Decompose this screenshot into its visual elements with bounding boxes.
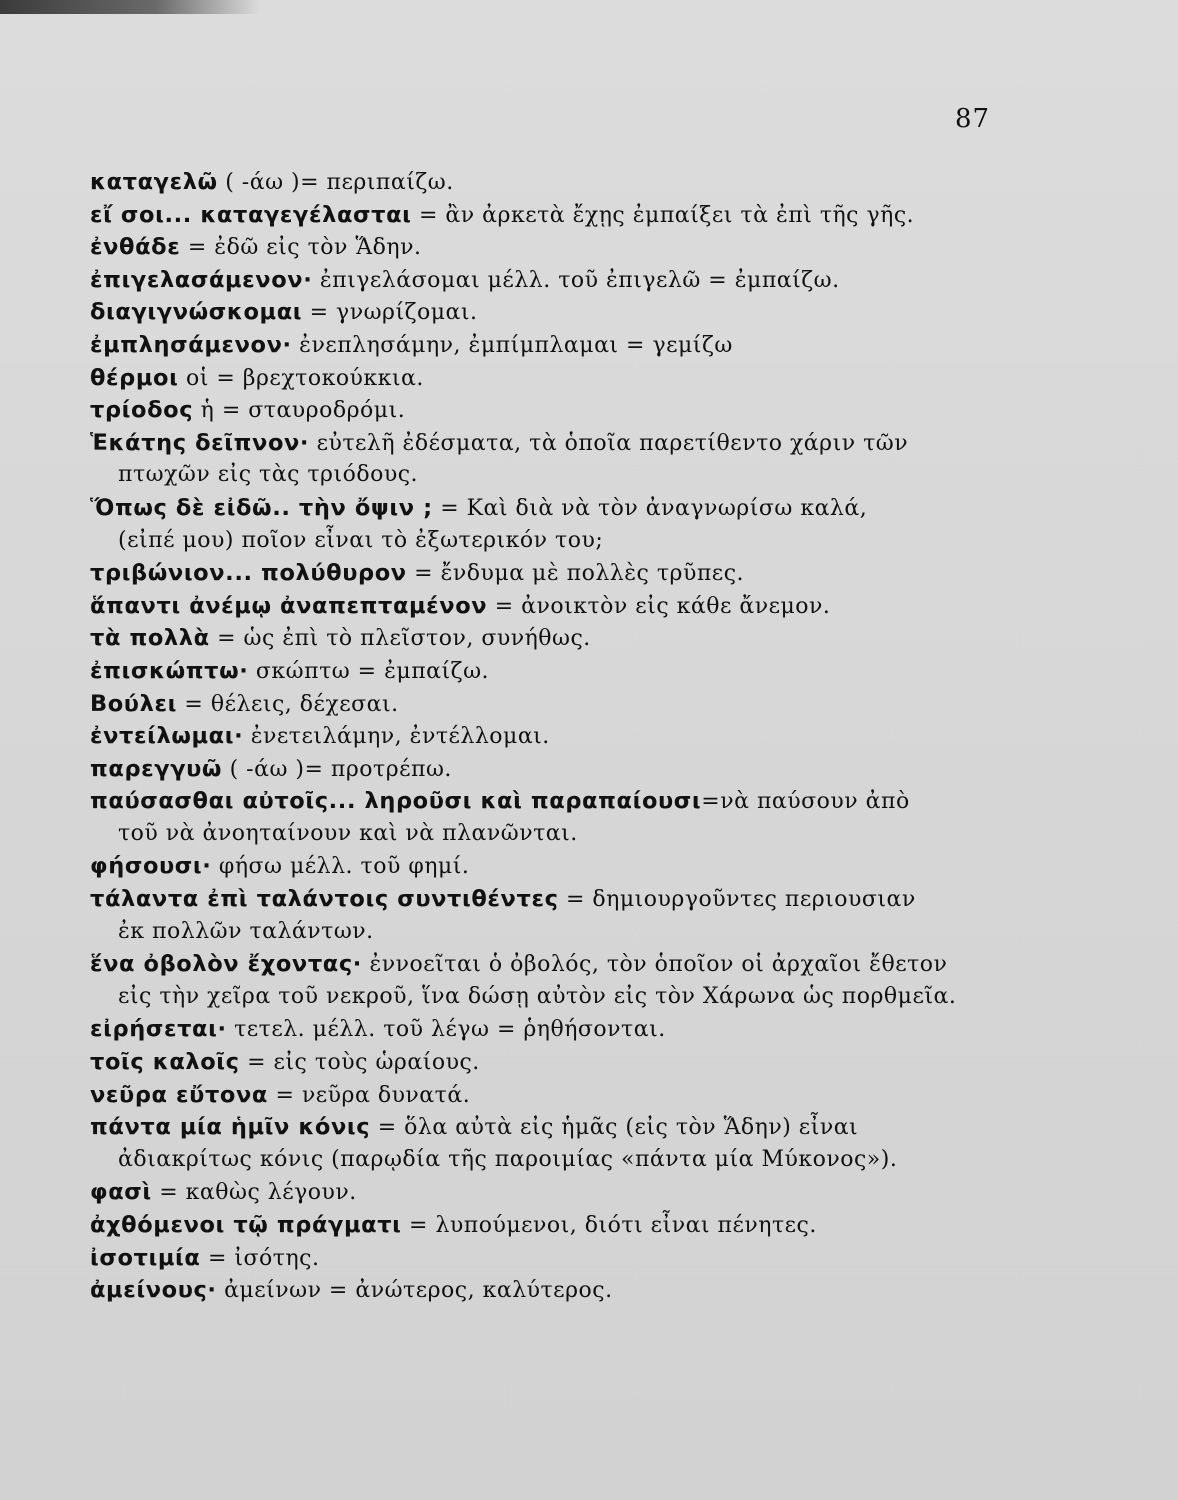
entry-line [90,264,1030,297]
entry-lemma: τάλαντα ἐπὶ ταλάντοις συντιθέντες [90,886,559,913]
entry-lemma: ἐνθάδε [90,234,181,261]
entry-lemma: ἐντείλωμαι· [90,723,244,750]
entry-lemma: νεῦρα εὔτονα [90,1081,268,1108]
entry-lemma: ἰσοτιμία [90,1244,201,1271]
entry-line [90,1079,1030,1112]
entry-line [90,296,1030,329]
entry-gloss: οἱ = βρεχτοκούκκια. [178,365,424,391]
entry-gloss: = εἰς τοὺς ὡραίους. [239,1050,480,1076]
entry-lemma: καταγελῶ [90,169,218,195]
entry-line [90,655,1030,688]
entry-line [90,883,1030,916]
entry-line [90,329,1030,362]
entry-lemma: τρίοδος [90,397,194,424]
glossary-entry [90,362,1030,395]
entry-lemma: ἐπισκώπτω· [90,657,249,684]
entry-lemma: ἐπιγελασάμενον· [90,266,313,293]
entry-gloss: ἐννοεῖται ὁ ὀβολός, τὸν ὁποῖον οἱ ἀρχαῖοι ἔθετον [361,952,948,978]
entry-line [90,1111,1030,1144]
entry-gloss: = θέλεις, δέχεσαι. [176,691,399,717]
entry-line [90,1242,1030,1275]
entry-gloss: ἀδιακρίτως κόνις (παρῳδία τῆς παροιμίας «πάντα μία Μύκονος»). [118,1146,898,1172]
glossary-entry [90,264,1030,297]
entry-gloss: = ὡς ἐπὶ τὸ πλεῖστον, συνήθως. [209,626,591,652]
entry-lemma: εἰρήσεται· [90,1016,227,1043]
entry-gloss: = ἔνδυμα μὲ πολλὲς τρῦπες. [406,561,745,587]
glossary-entry [90,1176,1030,1209]
entry-gloss: ἐνεπλησάμην, ἐμπίμπλαμαι = γεμίζω [291,332,733,358]
entry-gloss: = Καὶ διὰ νὰ τὸν ἀναγνωρίσω καλά, [432,495,868,521]
glossary-entry [90,296,1030,329]
entry-line [90,427,1030,460]
entry-lemma: τὰ πολλὰ [90,625,210,652]
glossary-entry [90,1209,1030,1242]
entry-gloss: φήσω μέλλ. τοῦ φημί. [211,854,470,880]
glossary-entry [90,1046,1030,1079]
scan-edge-shadow [0,0,260,14]
entry-line [90,1013,1030,1046]
entry-gloss: = δημιουργοῦντες περιουσιαν [558,887,916,913]
page-number: 87 [955,104,991,134]
glossary-entry [90,557,1030,590]
entry-lemma: εἴ σοι... καταγεγέλασται [90,201,412,228]
glossary-entry [90,590,1030,623]
glossary-entry [90,1274,1030,1307]
entry-continuation-line [90,916,1030,949]
entry-gloss: τετελ. μέλλ. τοῦ λέγω = ῥηθήσονται. [226,1017,666,1043]
entry-line [90,1274,1030,1307]
entry-lemma: Ἑκάτης δεῖπνον· [90,429,310,456]
entry-line [90,688,1030,721]
entry-lemma: ἅπαντι ἀνέμῳ ἀναπεπταμένον [90,592,488,619]
entry-line [90,557,1030,590]
entry-gloss: (εἰπέ μου) ποῖον εἶναι τὸ ἐξωτερικόν του; [118,527,604,553]
entry-gloss: ( -άω )= περιπαίζω. [217,170,454,195]
entry-line [90,199,1030,232]
entry-lemma: ἐμπλησάμενον· [90,331,292,358]
entry-gloss: σκώπτω = ἐμπαίζω. [248,658,490,684]
entry-lemma: παρεγγυῶ [90,755,223,782]
entry-lemma: φήσουσι· [90,853,212,880]
entry-line [90,394,1030,427]
glossary-entry [90,883,1030,948]
glossary-entry [90,785,1030,850]
entry-gloss: ἐνετειλάμην, ἐντέλλομαι. [243,724,550,750]
glossary-entries [90,166,1030,1307]
entry-gloss: τοῦ νὰ ἀνοηταίνουν καὶ νὰ πλανῶνται. [118,820,578,846]
glossary-entry [90,329,1030,362]
entry-line [90,362,1030,395]
entry-gloss: ἡ = σταυροδρόμι. [193,398,406,424]
entry-lemma: ἕνα ὀβολὸν ἔχοντας· [90,951,362,978]
glossary-entry [90,1111,1030,1176]
entry-gloss: = γνωρίζομαι. [302,300,478,326]
entry-continuation-line [90,818,1030,851]
entry-gloss: ἀμείνων = ἀνώτερος, καλύτερος. [216,1278,613,1304]
glossary-entry [90,1242,1030,1275]
entry-lemma: θέρμοι [90,364,179,391]
glossary-entry [90,655,1030,688]
entry-line [90,1209,1030,1242]
glossary-entry [90,427,1030,492]
entry-gloss: = ἰσότης. [200,1245,320,1271]
entry-continuation-line [90,525,1030,558]
entry-line [90,720,1030,753]
entry-lemma: τοῖς καλοῖς [90,1049,240,1076]
glossary-entry [90,720,1030,753]
entry-line [90,753,1030,786]
entry-gloss: ἐκ πολλῶν ταλάντων. [118,918,374,944]
entry-lemma: ἀμείνους· [90,1277,217,1304]
glossary-entry [90,166,1030,199]
entry-gloss: = ἐδῶ εἰς τὸν Ἅδην. [180,235,422,261]
glossary-entry [90,850,1030,883]
glossary-entry [90,948,1030,1013]
entry-gloss: = λυπούμενοι, διότι εἶναι πένητες. [401,1213,817,1238]
entry-line [90,850,1030,883]
glossary-entry [90,688,1030,721]
entry-continuation-line [90,1144,1030,1177]
entry-line [90,166,1030,199]
glossary-entry [90,231,1030,264]
entry-line [90,622,1030,655]
entry-lemma: ἀχθόμενοι τῷ πράγματι [90,1212,402,1238]
entry-line [90,785,1030,818]
entry-line [90,1176,1030,1209]
entry-continuation-line [90,981,1030,1014]
entry-gloss: = καθὼς λέγουν. [151,1180,357,1206]
entry-continuation-line [90,459,1030,492]
glossary-entry [90,394,1030,427]
glossary-entry [90,1013,1030,1046]
entry-lemma: παύσασθαι αὐτοῖς... ληροῦσι καὶ παραπαίουσι [90,788,702,815]
entry-gloss: = ἂν ἀρκετὰ ἔχῃς ἐμπαίξει τὰ ἐπὶ τῆς γῆς. [411,202,915,228]
glossary-entry [90,622,1030,655]
entry-lemma: πάντα μία ἡμῖν κόνις [90,1114,371,1141]
entry-line [90,492,1030,525]
entry-lemma: Ὅπως δὲ εἰδῶ.. τὴν ὄψιν ; [90,494,433,521]
entry-lemma: Βούλει [90,690,177,717]
entry-gloss: = ἀνοικτὸν εἰς κάθε ἄνεμον. [487,593,831,619]
entry-gloss: εἰς τὴν χεῖρα τοῦ νεκροῦ, ἵνα δώσῃ αὐτὸν εἰς τὸν Χάρωνα ὡς πορθμεῖα. [118,983,957,1009]
glossary-entry [90,753,1030,786]
entry-line [90,231,1030,264]
entry-gloss: = ὅλα αὐτὰ εἰς ἡμᾶς (εἰς τὸν Ἅδην) εἶναι [370,1115,859,1141]
entry-lemma: τριβώνιον... πολύθυρον [90,560,407,587]
entry-gloss: πτωχῶν εἰς τὰς τριόδους. [118,462,419,488]
glossary-entry [90,1079,1030,1112]
entry-lemma: διαγιγνώσκομαι [90,299,303,326]
entry-line [90,590,1030,623]
entry-gloss: = νεῦρα δυνατά. [267,1082,471,1108]
entry-line [90,948,1030,981]
entry-gloss: ( -άω )= προτρέπω. [222,756,452,782]
glossary-entry [90,199,1030,232]
entry-line [90,1046,1030,1079]
entry-lemma: φασὶ [90,1179,152,1206]
entry-gloss: ἐπιγελάσομαι μέλλ. τοῦ ἐπιγελῶ = ἐμπαίζω. [312,267,840,293]
entry-gloss: =νὰ παύσουν ἀπὸ [701,789,910,815]
glossary-entry [90,492,1030,557]
entry-gloss: εὐτελῆ ἐδέσματα, τὰ ὁποῖα παρετίθεντο χάριν τῶν [309,430,909,456]
